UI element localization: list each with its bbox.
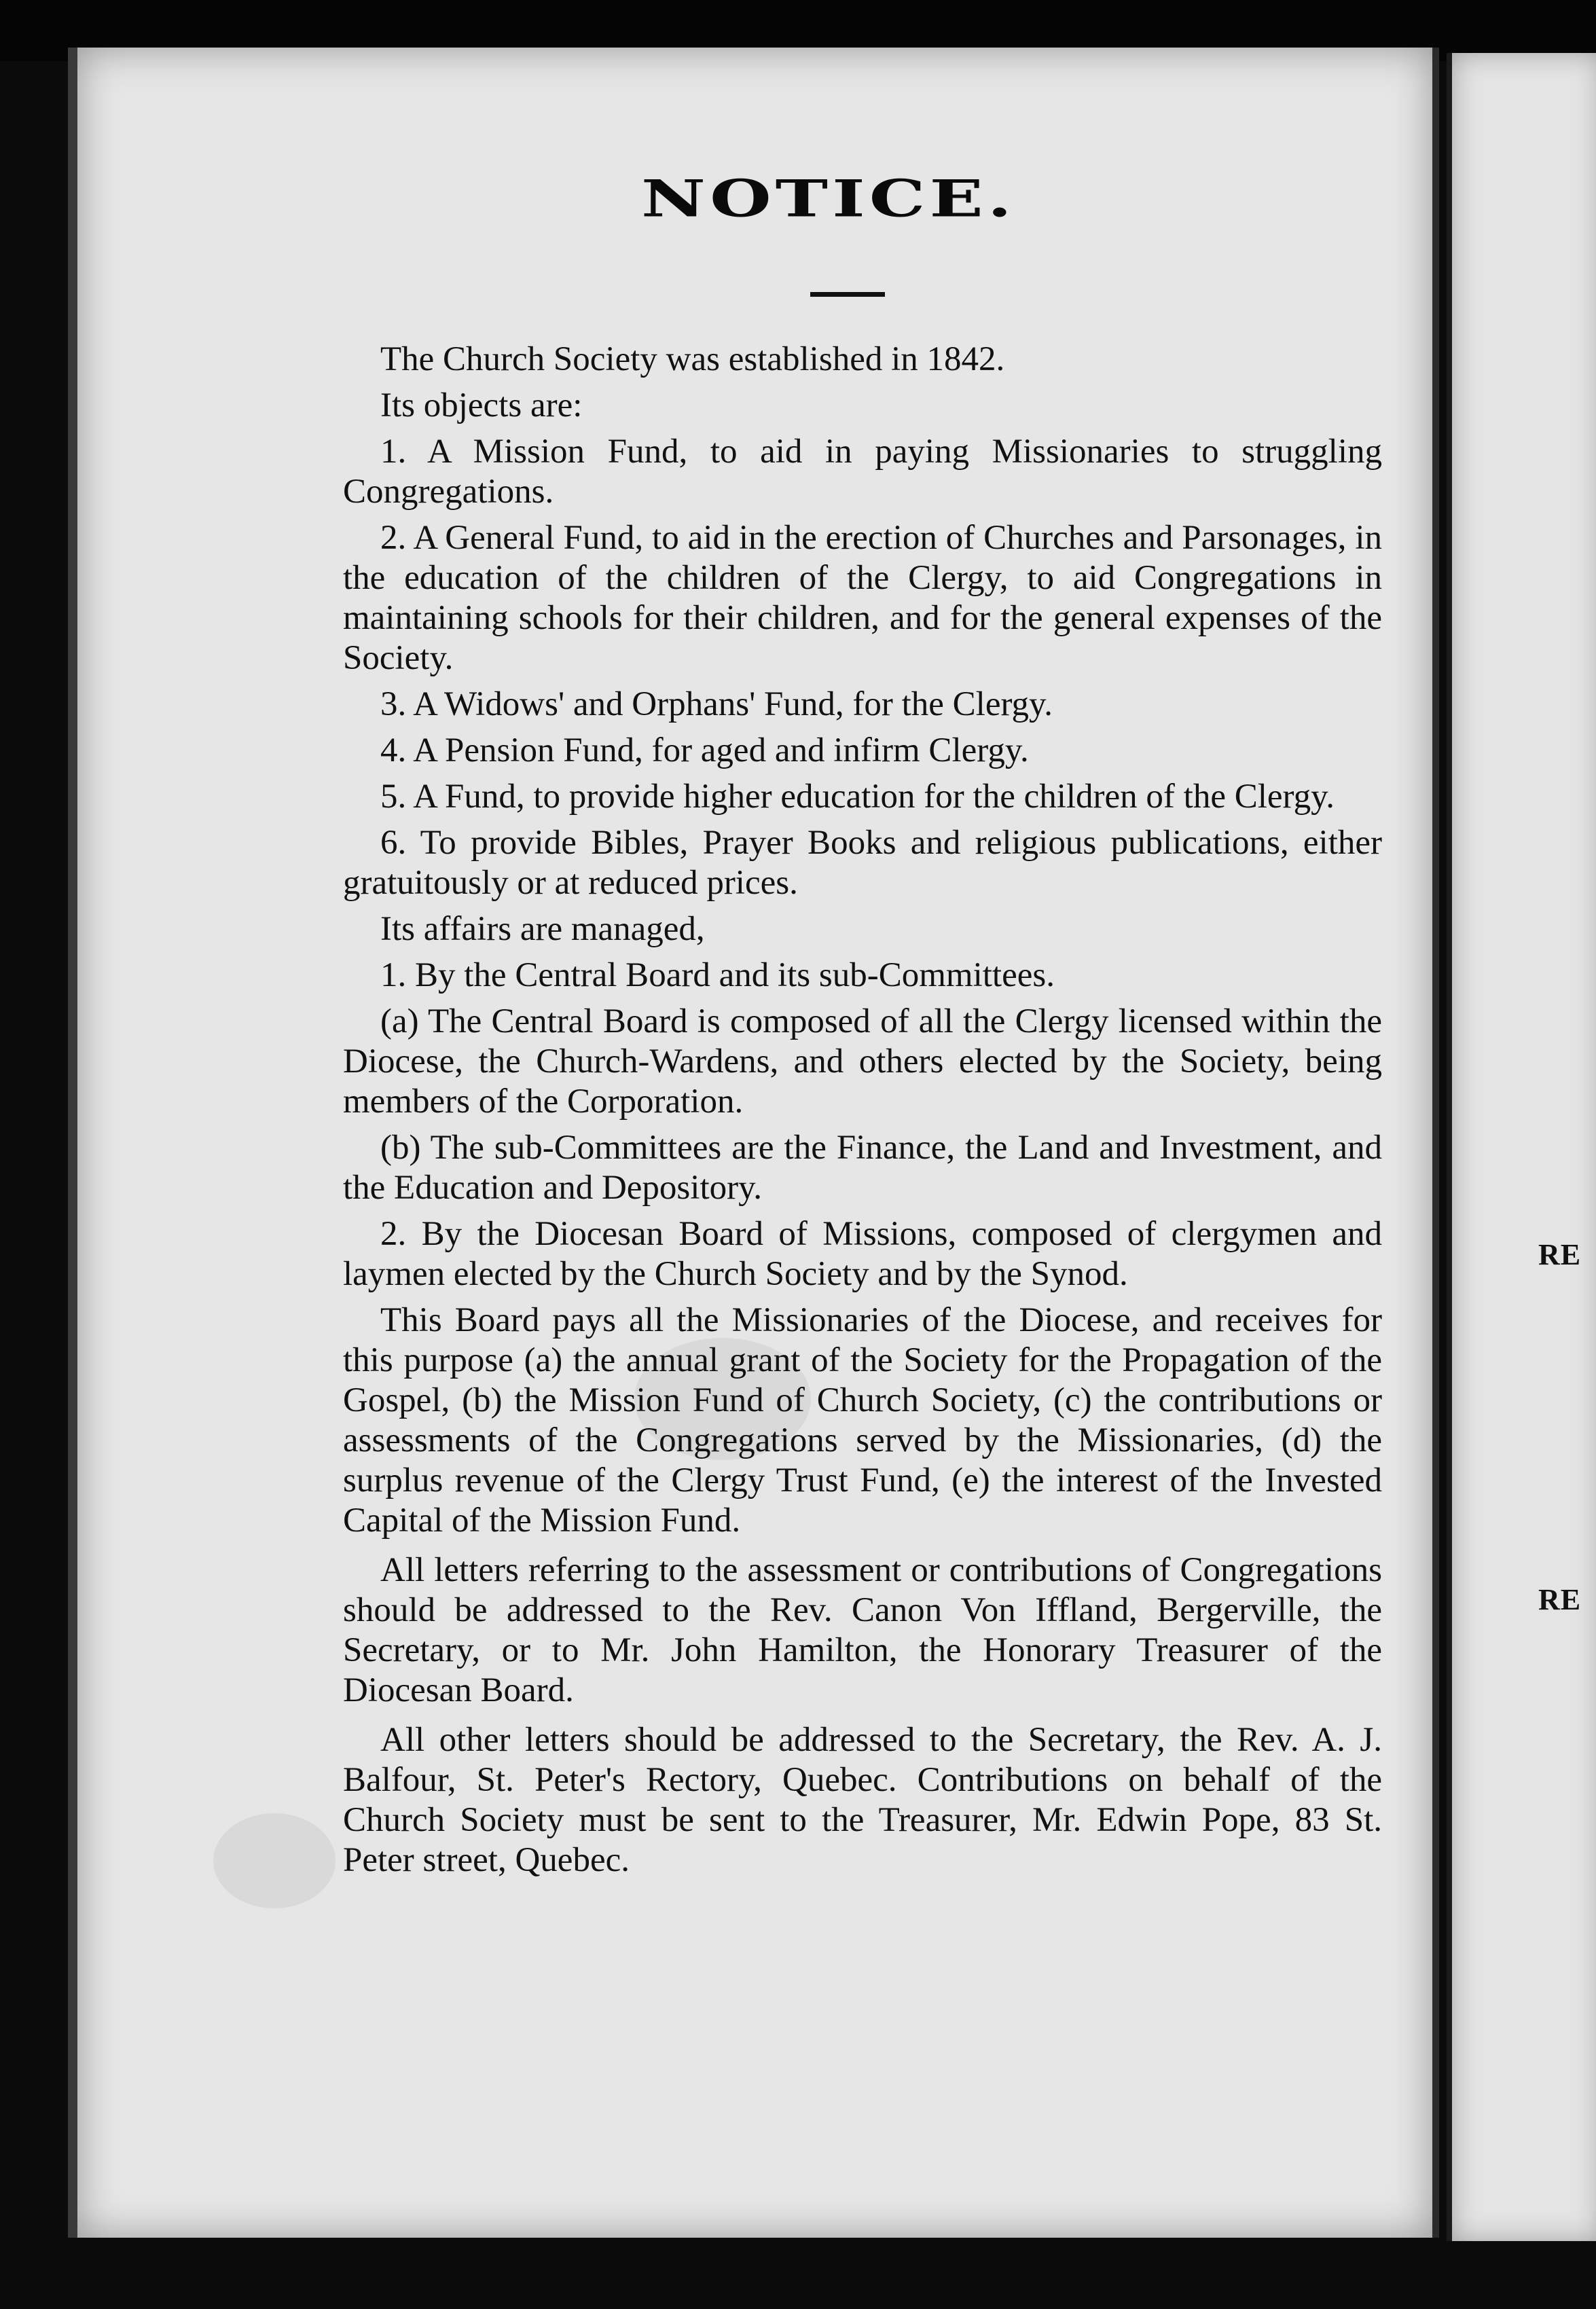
paragraph-object-4: 4. A Pension Fund, for aged and infirm Clergy. — [380, 731, 1029, 769]
adjacent-page-fragment: RE — [1538, 1238, 1582, 1271]
paragraph-established: The Church Society was established in 1842. — [380, 340, 1005, 378]
adjacent-page-edge — [1447, 53, 1596, 2241]
paragraph-object-2: 2. A General Fund, to aid in the erection of Churches and Parsonages, in the education of the children of the Clergy, to aid Congregations in maintaining schools for their children, and for the general expenses of the Society. — [343, 519, 1382, 677]
paragraph-objects-heading: Its objects are: — [380, 386, 583, 424]
adjacent-page-fragment: RE — [1538, 1583, 1582, 1616]
paragraph-management-1b: (b) The sub-Committees are the Finance, the Land and Investment, and the Education and Depository. — [343, 1129, 1382, 1207]
paragraph-letters-other: All other letters should be addressed to the Secretary, the Rev. A. J. Balfour, St. Peter's Rectory, Quebec. Contributions on behalf of the Church Society must be sent to the Treasurer, Mr. Edwin Pope, 83 St. Peter street, Quebec. — [343, 1721, 1382, 1879]
paper-stain — [213, 1813, 335, 1908]
paragraph-management-2: 2. By the Diocesan Board of Missions, composed of clergymen and laymen elected by the Church Society and by the Synod. — [343, 1215, 1382, 1293]
paragraph-object-3: 3. A Widows' and Orphans' Fund, for the Clergy. — [380, 685, 1053, 723]
paragraph-object-1: 1. A Mission Fund, to aid in paying Missionaries to struggling Congregations. — [343, 433, 1382, 511]
paragraph-object-6: 6. To provide Bibles, Prayer Books and religious publications, either gratuitously or at reduced prices. — [343, 824, 1382, 902]
paragraph-letters-assessment: All letters referring to the assessment or contributions of Congregations should be addressed to the Rev. Canon Von Iffland, Bergerville, the Secretary, or to Mr. John Hamilton, the Honorary Treasurer of the Diocesan Board. — [343, 1551, 1382, 1709]
paragraph-management-1a: (a) The Central Board is composed of all the Clergy licensed within the Diocese, the Church-Wardens, and others elected by the Society, being members of the Corporation. — [343, 1002, 1382, 1121]
title-divider — [810, 292, 885, 297]
page-title: NOTICE. — [641, 168, 1016, 229]
paragraph-board-duties: This Board pays all the Missionaries of the Diocese, and receives for this purpose (a) the annual grant of the Society for the Propagation of the Gospel, (b) the Mission Fund of Church Society, (c) the contributions or assessments of the Congregations served by the Missionaries, (d) the surplus revenue of the Clergy Trust Fund, (e) the interest of the Invested Capital of the Mission Fund. — [343, 1301, 1382, 1540]
paragraph-affairs-heading: Its affairs are managed, — [380, 910, 705, 948]
paragraph-management-1: 1. By the Central Board and its sub-Committees. — [380, 956, 1055, 994]
notice-body — [343, 333, 1382, 1887]
paragraph-object-5: 5. A Fund, to provide higher education for the children of the Clergy. — [380, 778, 1335, 816]
